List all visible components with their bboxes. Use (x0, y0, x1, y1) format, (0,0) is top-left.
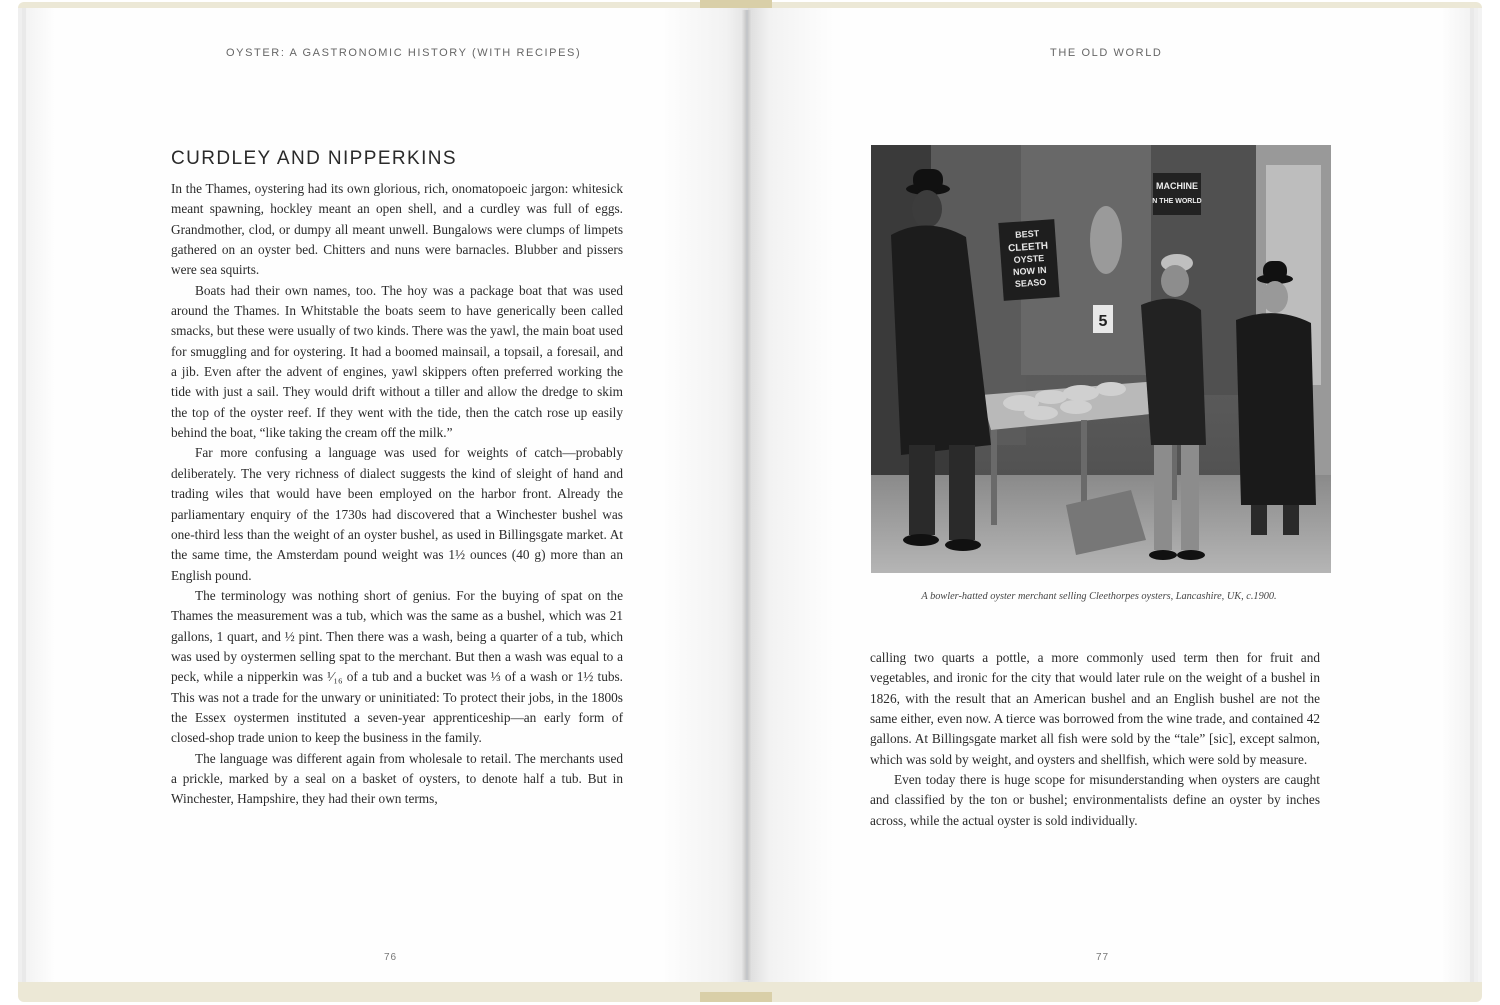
sign-text: SEASO (1014, 276, 1047, 290)
paragraph: calling two quarts a pottle, a more commonly used term then for fruit and vegetables, and ironic for the city that would later rule on the weight of a bushel in 1826, with the result that an American bushel and an English bushel are not the same either, even now. A tierce was borrowed from the wine trade, and contained 42 gallons. At Billingsgate market all fish were sold by the “tale” [sic], except salmon, which was sold by weight, and oysters and shellfish, which were sold by measure. (870, 650, 1320, 767)
paragraph: Boats had their own names, too. The hoy was a package boat that was used around the Thames. In Whitstable the boats seem to have generically been called smacks, but these were usually of two kinds. There was the yawl, the main boat used for smuggling and for oystering. It had a boomed mainsail, a topsail, a foresail, and a jib. Even after the advent of engines, yawl skippers often preferred working the tide with just a sail. They would drift without a tiller and allow the dredge to skim the top of the oyster reef. If they went with the tide, then the catch rose up easily behind the boat, “like taking the cream off the milk.” (171, 282, 623, 441)
photo-caption: A bowler-hatted oyster merchant selling Cleethorpes oysters, Lancashire, UK, c.1900. (921, 591, 1277, 602)
left-body-text (171, 179, 623, 810)
running-head: THE OLD WORLD (1050, 47, 1163, 59)
paragraph: Even today there is huge scope for misunderstanding when oysters are caught and classified by the ton or bushel; environmentalists define an oyster by inches across, while the actual oyster is sold individually. (870, 772, 1320, 828)
paragraph: Far more confusing a language was used for weights of catch—probably deliberately. The very richness of dialect suggests the kind of sleight of hand and trading wiles that would have been employed on the harbor front. Already the parliamentary enquiry of the 1730s had discovered that a Winchester bushel was one-third less than the weight of an oyster bushel, as used in Billingsgate market. At the same time, the Amsterdam pound weight was 1½ ounces (40 g) more than an English pound. (171, 445, 623, 583)
book-spine-ribbon-bottom (700, 992, 772, 1002)
store-sign-text: N THE WORLD (1152, 198, 1202, 205)
sign-text: OYSTE (1013, 252, 1045, 266)
store-sign-text: MACHINE (1156, 181, 1198, 191)
page-number: 76 (384, 952, 398, 963)
book-gutter (742, 10, 752, 980)
sign-text: NOW IN (1012, 264, 1047, 278)
page-number: 77 (1096, 952, 1110, 963)
paragraph: In the Thames, oystering had its own glorious, rich, onomatopoeic jargon: whitesick meant spawning, hockley meant an open shell, and a curdley was full of eggs. Grandmother, clod, or dumpy all meant unwell. Bungalows were clumps of limpets gathered on an oyster bed. Chitters and nuns were barnacles. Blubber and pissers were sea squirts. (171, 181, 623, 278)
right-page (748, 8, 1470, 982)
paragraph: The terminology was nothing short of genius. For the buying of spat on the Thames the measurement was a tub, which was the same as a bushel, which was 21 gallons, 1 quart, and ½ pint. Then there was a wash, being a quarter of a tub, which was used by oystermen selling spat to the merchant. But then a wash was equal to a peck, while a nipperkin was ¹⁄₁₆ of a tub and a bucket was ⅓ of a wash or 1½ tubs. This was not a trade for the unwary or uninitiated: To protect their jobs, in the 1800s the Essex oystermen instituted a seven-year apprenticeship—an early form of closed-shop trade union to keep the business in the family. (171, 587, 623, 746)
left-page (26, 8, 748, 982)
price-tag-text: 5 (1098, 313, 1108, 330)
paragraph: The language was different again from wholesale to retail. The merchants used a prickle, marked by a seal on a basket of oysters, to denote half a tub. But in Winchester, Hampshire, they had their own terms, (171, 750, 623, 807)
section-heading: CURDLEY AND NIPPERKINS (171, 148, 457, 169)
historical-photograph (871, 145, 1331, 573)
sign-text: BEST (1014, 228, 1040, 240)
sign-text: CLEETH (1007, 240, 1049, 255)
running-head: OYSTER: A GASTRONOMIC HISTORY (WITH RECIPES) (226, 47, 582, 59)
right-body-text (870, 648, 1320, 831)
